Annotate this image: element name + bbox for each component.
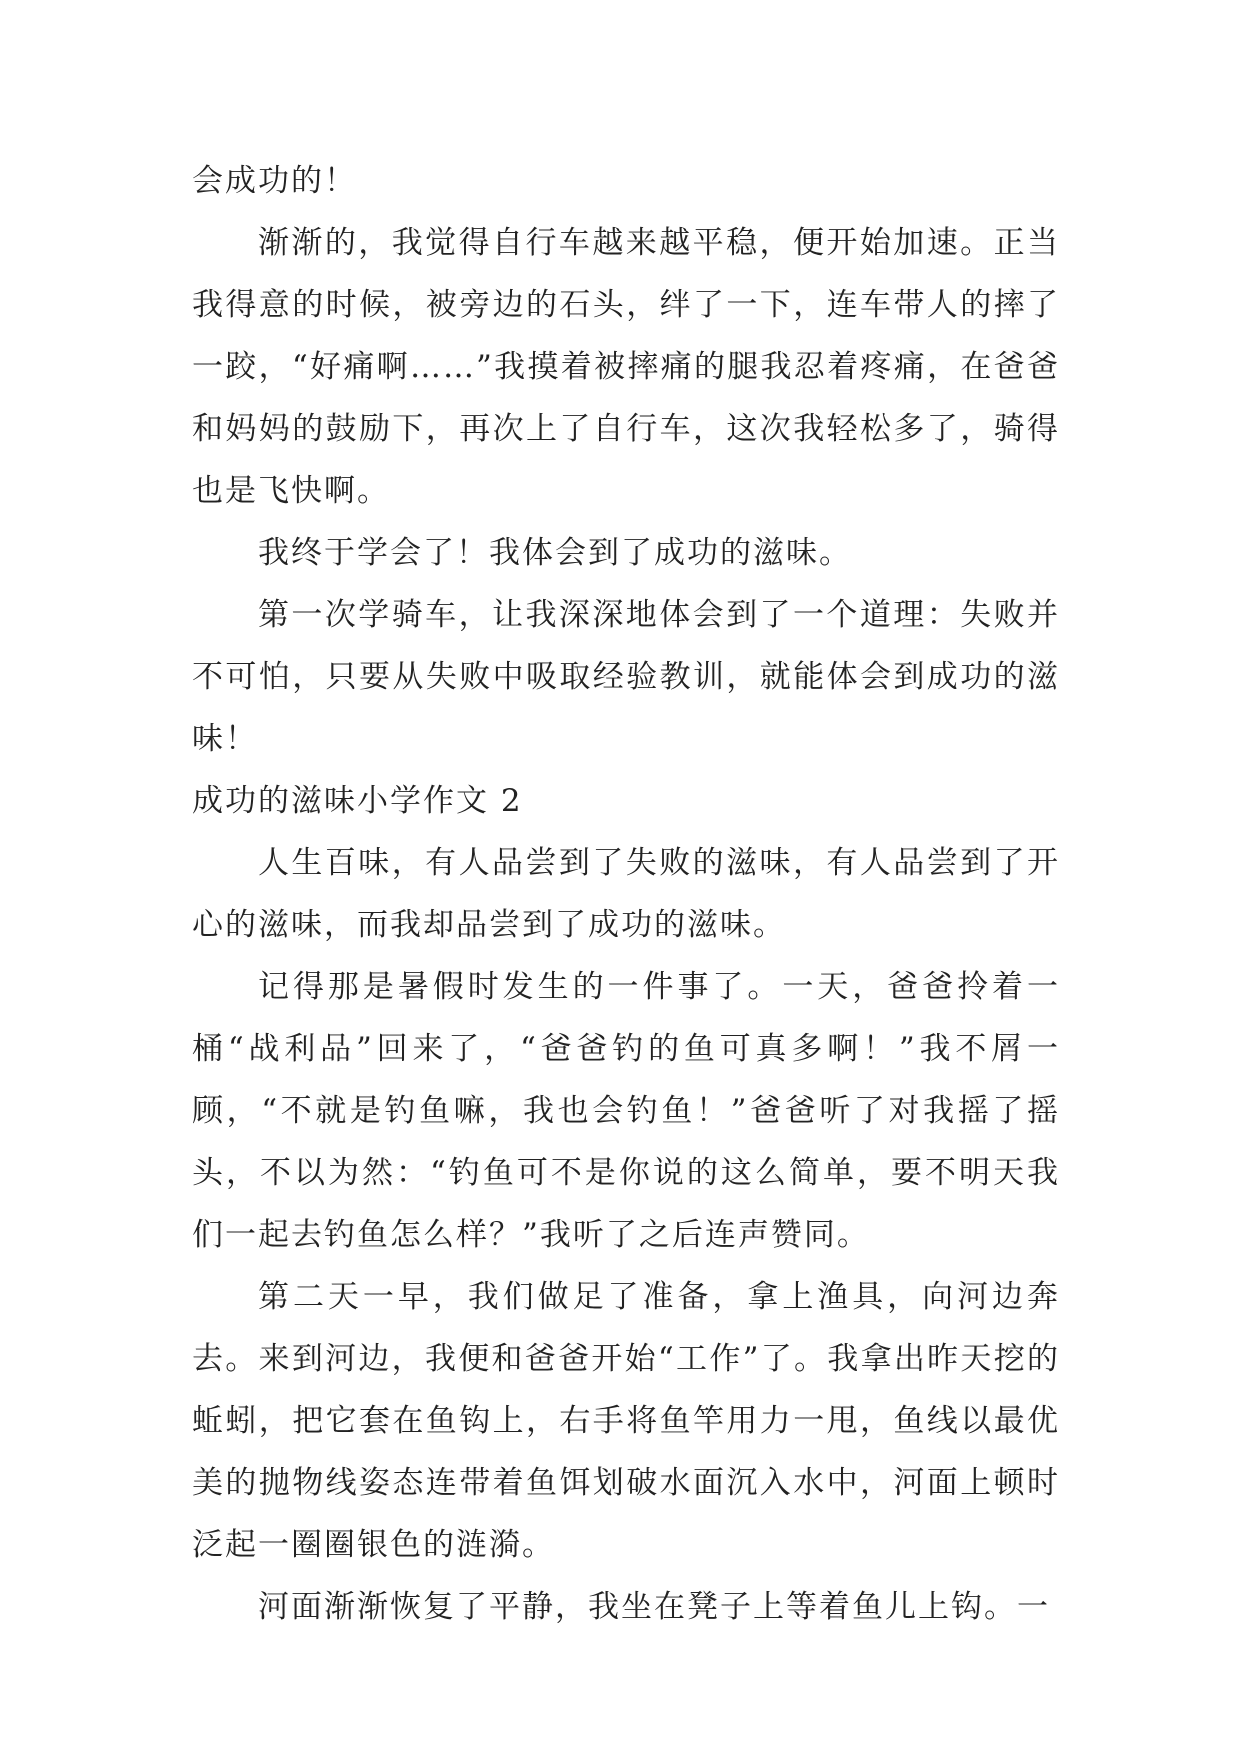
section-heading: 成功的滋味小学作文 2 <box>192 783 523 819</box>
paragraph: 第一次学骑车，让我深深地体会到了一个道理：失败并不可怕，只要从失败中吸取经验教训，就能体会到成功的滋味！ <box>192 597 1060 757</box>
paragraph: 记得那是暑假时发生的一件事了。一天，爸爸拎着一桶“战利品”回来了，“爸爸钓的鱼可真多啊！”我不屑一顾，“不就是钓鱼嘛，我也会钓鱼！”爸爸听了对我摇了摇头，不以为然：“钓鱼可不是你说的这么简单，要不明天我们一起去钓鱼怎么样？”我听了之后连声赞同。 <box>192 969 1060 1253</box>
paragraph: 河面渐渐恢复了平静，我坐在凳子上等着鱼儿上钩。一 <box>258 1589 1050 1625</box>
document-page <box>192 150 1060 1638</box>
paragraph: 渐渐的，我觉得自行车越来越平稳，便开始加速。正当我得意的时候，被旁边的石头，绊了一下，连车带人的摔了一跤，“好痛啊……”我摸着被摔痛的腿我忍着疼痛，在爸爸和妈妈的鼓励下，再次上了自行车，这次我轻松多了，骑得也是飞快啊。 <box>192 225 1060 509</box>
paragraph: 我终于学会了！我体会到了成功的滋味。 <box>258 535 852 571</box>
paragraph: 第二天一早，我们做足了准备，拿上渔具，向河边奔去。来到河边，我便和爸爸开始“工作”了。我拿出昨天挖的蚯蚓，把它套在鱼钩上，右手将鱼竿用力一甩，鱼线以最优美的抛物线姿态连带着鱼饵划破水面沉入水中，河面上顿时泛起一圈圈银色的涟漪。 <box>192 1279 1060 1563</box>
paragraph-continuation: 会成功的！ <box>192 163 357 199</box>
paragraph: 人生百味，有人品尝到了失败的滋味，有人品尝到了开心的滋味，而我却品尝到了成功的滋味。 <box>192 845 1060 943</box>
